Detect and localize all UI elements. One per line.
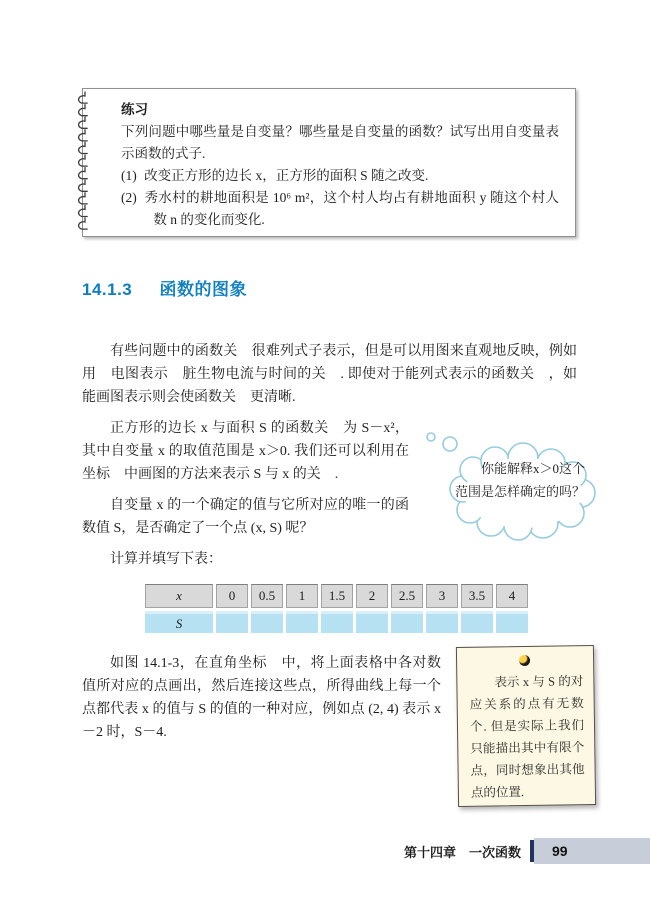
table-empty-cell <box>251 611 283 633</box>
table-header-cell: 2 <box>356 584 388 608</box>
table-header-cell: 2.5 <box>391 584 423 608</box>
paragraph-square-function: 正方形的边长 x 与面积 S 的函数关 为 S－x²，其中自变量 x 的取值范围是 x＞0. 我们还可以利用在坐标 中画图的方法来表示 S 与 x 的关 . <box>82 421 409 482</box>
table-header-x: x <box>145 584 213 608</box>
section-heading <box>82 280 577 300</box>
table-header-cell: 1.5 <box>321 584 353 608</box>
sticky-note <box>456 645 596 807</box>
table-empty-cell <box>426 611 458 633</box>
table-header-cell: 4 <box>496 584 528 608</box>
values-table <box>142 581 531 636</box>
exercise-box <box>82 88 576 237</box>
table-empty-cell <box>391 611 423 633</box>
main-content <box>82 280 591 810</box>
sticky-note-text: 表示 x 与 S 的对应关系的点有无数个. 但是实际上我们只能描出其中有限个点，同时想象出其他点的位置. <box>469 674 585 800</box>
exercise-title: 练习 <box>121 102 148 117</box>
table-header-row <box>145 584 528 608</box>
paragraph-point-question: 自变量 x 的一个确定的值与它所对应的唯一的函数值 S，是否确定了一个点 (x, S) 呢？ <box>82 498 409 536</box>
item-text: 改变正方形的边长 x，正方形的面积 S 随之改变. <box>144 168 429 183</box>
table-row-label-s: S <box>145 611 213 633</box>
item-marker: (2) <box>121 190 137 205</box>
pushpin-icon <box>519 655 530 666</box>
table-empty-cell <box>321 611 353 633</box>
paragraph-figure-text: 如图 14.1-3，在直角坐标 中，将上面表格中各对数值所对应的点画出，然后连接这些点，所得曲线上每一个点都代表 x 的值与 S 的值的一种对应，例如点 (2, 4) 表示 x－2 时，S－4. <box>82 656 441 740</box>
table-empty-cell <box>356 611 388 633</box>
table-header-cell: 0 <box>216 584 248 608</box>
thought-bubble <box>423 427 599 545</box>
table-header-cell: 3 <box>426 584 458 608</box>
table-empty-cell <box>286 611 318 633</box>
exercise-item-1 <box>121 165 559 187</box>
table-empty-cell <box>461 611 493 633</box>
table-header-cell: 3.5 <box>461 584 493 608</box>
item-marker: (1) <box>121 168 137 183</box>
footer-page-box <box>534 838 650 864</box>
table-value-row <box>145 611 528 633</box>
spiral-binding-icon <box>72 91 92 233</box>
page-footer <box>0 838 650 864</box>
exercise-intro: 下列问题中哪些量是自变量？哪些量是自变量的函数？试写出用自变量表示函数的式子. <box>121 124 559 161</box>
section-number: 14.1.3 <box>82 280 133 299</box>
item-text: 秀水村的耕地面积是 10⁶ m²，这个村人均占有耕地面积 y 随这个村人数 n 的变化而变化. <box>144 190 559 227</box>
footer-chapter-label: 第十四章 一次函数 <box>403 844 521 860</box>
table-empty-cell <box>496 611 528 633</box>
table-empty-cell <box>216 611 248 633</box>
paragraph-figure-block <box>82 652 585 800</box>
paragraph-intro: 有些问题中的函数关 很难列式子表示，但是可以用图来直观地反映，例如用 电图表示 脏生物电流与时间的关 . 即使对于能列式表示的函数关 ，如 能画图表示则会使函数关 更清晰. <box>82 344 591 405</box>
exercise-item-2 <box>121 187 559 231</box>
table-header-cell: 1 <box>286 584 318 608</box>
paragraph-fill-table: 计算并填写下表： <box>110 552 222 567</box>
thought-bubble-text: 你能解释x＞0这个范围是怎样确定的吗？ <box>455 461 586 499</box>
section-title: 函数的图象 <box>159 280 247 299</box>
page-number: 99 <box>552 843 568 859</box>
table-header-cell: 0.5 <box>251 584 283 608</box>
